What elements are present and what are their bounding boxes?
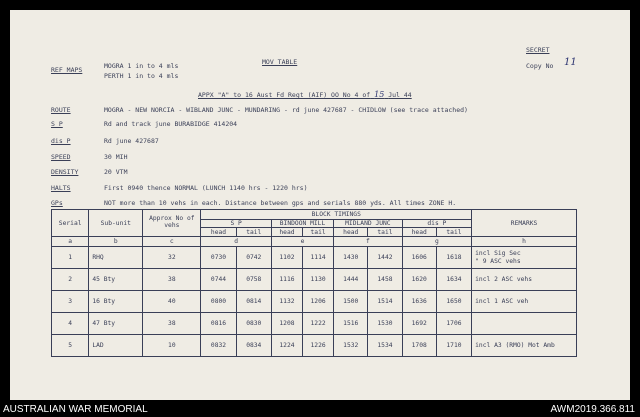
head-header: head — [201, 228, 236, 237]
vehs-cell: 40 — [143, 291, 201, 313]
subunit-cell: RHQ — [89, 247, 143, 269]
table-row — [52, 335, 577, 357]
document-title: MOV TABLE — [262, 58, 298, 66]
time-cell: 1618 — [436, 247, 471, 269]
time-cell: 1206 — [303, 291, 334, 313]
sp-value: Rd and track june BURABIDGE 414204 — [104, 120, 238, 128]
time-cell: 1222 — [303, 313, 334, 335]
vehs-cell: 10 — [143, 335, 201, 357]
time-cell: 1458 — [368, 269, 402, 291]
head-header: head — [271, 228, 302, 237]
remarks-cell: incl Sig Sec " 9 ASC vehs — [472, 247, 577, 269]
table-row — [52, 291, 577, 313]
serial-cell: 1 — [52, 247, 89, 269]
time-cell: 1114 — [303, 247, 334, 269]
time-cell: 0758 — [236, 269, 271, 291]
dis-p-label: dis P — [51, 137, 71, 145]
table-row — [52, 269, 577, 291]
dis-p-header: dis P — [402, 220, 472, 228]
block-timings-header: BLOCK TIMINGS — [201, 210, 472, 220]
serial-cell: 4 — [52, 313, 89, 335]
gps-label: GPs — [51, 199, 63, 207]
subunit-cell: 16 Bty — [89, 291, 143, 313]
time-cell: 1444 — [334, 269, 368, 291]
appendix-text: APPX "A" to 16 Aust Fd Regt (AIF) OO No 4 of — [198, 91, 371, 99]
halts-value: First 0940 thence NORMAL (LUNCH 1140 hrs - 1220 hrs) — [104, 184, 308, 192]
time-cell: 1650 — [436, 291, 471, 313]
time-cell: 1442 — [368, 247, 402, 269]
tail-header: tail — [236, 228, 271, 237]
column-letter: c — [143, 237, 201, 247]
time-cell: 1430 — [334, 247, 368, 269]
time-cell: 1226 — [303, 335, 334, 357]
ref-map-perth: PERTH 1 in to 4 mls — [104, 72, 179, 80]
time-cell: 1516 — [334, 313, 368, 335]
time-cell: 1634 — [436, 269, 471, 291]
time-cell: 1710 — [436, 335, 471, 357]
column-letter: h — [472, 237, 577, 247]
time-cell: 0730 — [201, 247, 236, 269]
footer-accession-number: AWM2019.366.811 — [550, 404, 635, 415]
serial-cell: 3 — [52, 291, 89, 313]
route-label: ROUTE — [51, 106, 71, 114]
remarks-header: REMARKS — [472, 210, 577, 237]
time-cell: 0832 — [201, 335, 236, 357]
time-cell: 1500 — [334, 291, 368, 313]
time-cell: 0834 — [236, 335, 271, 357]
subunit-header: Sub-unit — [89, 210, 143, 237]
vehs-cell: 38 — [143, 269, 201, 291]
time-cell: 0816 — [201, 313, 236, 335]
time-cell: 1620 — [402, 269, 436, 291]
vehs-cell: 38 — [143, 313, 201, 335]
head-header: head — [334, 228, 368, 237]
subunit-cell: 45 Bty — [89, 269, 143, 291]
table-row — [52, 247, 577, 269]
dis-p-value: Rd june 427687 — [104, 137, 159, 145]
remarks-cell: incl A3 (RMO) Mot Amb — [472, 335, 577, 357]
time-cell: 1130 — [303, 269, 334, 291]
density-label: DENSITY — [51, 168, 79, 176]
remarks-cell: incl 1 ASC veh — [472, 291, 577, 313]
sp-header: S P — [201, 220, 272, 228]
time-cell: 1102 — [271, 247, 302, 269]
gps-value: NOT more than 10 vehs in each. Distance between gps and serials 880 yds. All times ZONE H. — [104, 199, 457, 207]
time-cell: 1514 — [368, 291, 402, 313]
tail-header: tail — [368, 228, 402, 237]
appendix-heading — [198, 91, 412, 99]
vehs-cell: 32 — [143, 247, 201, 269]
ref-maps-label: REF MAPS — [51, 66, 83, 74]
time-cell: 1606 — [402, 247, 436, 269]
time-cell: 1224 — [271, 335, 302, 357]
header-row-1 — [52, 210, 577, 220]
copy-no-value: 11 — [564, 57, 577, 68]
footer-institution: AUSTRALIAN WAR MEMORIAL — [3, 404, 148, 415]
column-letter: b — [89, 237, 143, 247]
tail-header: tail — [303, 228, 334, 237]
column-letter: g — [402, 237, 472, 247]
time-cell: 0814 — [236, 291, 271, 313]
time-cell: 1708 — [402, 335, 436, 357]
head-header: head — [402, 228, 436, 237]
route-value: MOGRA - NEW NORCIA - WIBLAND JUNC - MUNDARING - rd june 427687 - CHIDLOW (see trace attached) — [104, 106, 468, 114]
time-cell: 1534 — [368, 335, 402, 357]
time-cell: 0800 — [201, 291, 236, 313]
appendix-month: Jul 44 — [388, 91, 412, 99]
time-cell: 1530 — [368, 313, 402, 335]
time-cell: 1532 — [334, 335, 368, 357]
column-letter: a — [52, 237, 89, 247]
tail-header: tail — [436, 228, 471, 237]
column-letter: f — [334, 237, 402, 247]
time-cell: 1116 — [271, 269, 302, 291]
midland-junc-header: MIDLAND JUNC — [334, 220, 402, 228]
time-cell: 1706 — [436, 313, 471, 335]
approx-vehs-header: Approx No of vehs — [143, 210, 201, 237]
time-cell: 1636 — [402, 291, 436, 313]
appendix-date-handwritten: 15 — [374, 90, 385, 99]
movement-table — [51, 209, 577, 357]
serial-cell: 5 — [52, 335, 89, 357]
remarks-cell: incl 2 ASC vehs — [472, 269, 577, 291]
subunit-cell: 47 Bty — [89, 313, 143, 335]
remarks-cell — [472, 313, 577, 335]
subunit-cell: LAD — [89, 335, 143, 357]
column-letter: e — [271, 237, 333, 247]
speed-value: 30 MIH — [104, 153, 128, 161]
copy-no-label: Copy No — [526, 62, 554, 70]
table-row — [52, 313, 577, 335]
time-cell: 1132 — [271, 291, 302, 313]
bindoon-mill-header: BINDOON MILL — [271, 220, 333, 228]
time-cell: 0744 — [201, 269, 236, 291]
time-cell: 1692 — [402, 313, 436, 335]
column-letters-row — [52, 237, 577, 247]
ref-map-mogra: MOGRA 1 in to 4 mls — [104, 62, 179, 70]
serial-header: Serial — [52, 210, 89, 237]
column-letter: d — [201, 237, 272, 247]
halts-label: HALTS — [51, 184, 71, 192]
time-cell: 0742 — [236, 247, 271, 269]
sp-label: S P — [51, 120, 63, 128]
serial-cell: 2 — [52, 269, 89, 291]
time-cell: 0830 — [236, 313, 271, 335]
time-cell: 1208 — [271, 313, 302, 335]
speed-label: SPEED — [51, 153, 71, 161]
density-value: 20 VTM — [104, 168, 128, 176]
secret-label: SECRET — [526, 46, 550, 54]
